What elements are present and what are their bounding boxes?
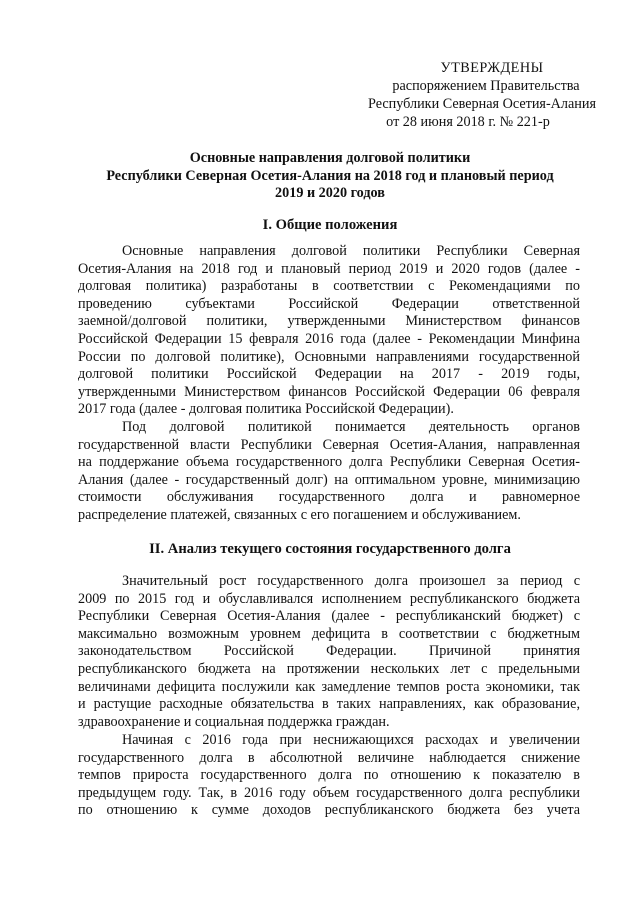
text-line: на поддержание объема государственного долга Республики Северная Осетия-: [78, 454, 580, 471]
text-line: России по долговой политике), Основными направлениями государственной: [78, 348, 580, 365]
text-line: долговой политики Российской Федерации на 2017 - 2019 годы,: [78, 366, 580, 383]
paragraph: [78, 243, 580, 419]
text-line: распределение платежей, связанных с его погашением и обслуживанием.: [78, 506, 521, 523]
text-line: государственного долга в абсолютной величине наблюдается снижение: [78, 749, 580, 766]
approval-line: УТВЕРЖДЕНЫ: [440, 60, 544, 76]
text-line: 2009 по 2015 год и обуславливался исполнением республиканского бюджета: [78, 590, 580, 607]
text-line: заемной/долговой политики, утвержденными Министерством финансов: [78, 313, 580, 330]
text-line: темпов прироста государственного долга по отношению к показателю в: [78, 767, 580, 784]
text-line: по отношению к сумме доходов республиканского бюджета без учета: [78, 802, 580, 819]
section-heading: I. Общие положения: [262, 217, 398, 233]
title-line: Основные направления долговой политики: [189, 150, 471, 166]
approval-line: Республики Северная Осетия-Алания: [367, 96, 596, 112]
text-line: Начиная с 2016 года при неснижающихся расходах и увеличении: [122, 732, 580, 748]
text-line: Основные направления долговой политики Республики Северная: [122, 243, 580, 259]
text-line: долговая политика) разработаны в соответствии с Рекомендациями по: [78, 278, 580, 295]
text-line: Значительный рост государственного долга произошел за период с: [122, 573, 580, 589]
title-line: 2019 и 2020 годов: [275, 185, 385, 201]
text-line: 2017 года (далее - долговая политика Российской Федерации).: [78, 401, 454, 418]
text-line: Российской Федерации 15 февраля 2016 года (далее - Рекомендации Минфина: [78, 330, 580, 347]
text-line: проведению субъектами Российской Федерации ответственной: [78, 295, 580, 312]
approval-line: от 28 июня 2018 г. № 221-р: [386, 114, 550, 130]
text-line: и растущие расходные обязательства в таких направлениях, как образование,: [78, 696, 580, 713]
section-heading: II. Анализ текущего состояния государственного долга: [149, 541, 511, 557]
text-line: Республики Северная Осетия-Алания (далее - республиканский бюджет) с: [78, 608, 580, 625]
text-line: республиканского бюджета на протяжении нескольких лет с предельными: [78, 660, 580, 677]
text-line: величинами дефицита послужили как замедление темпов роста экономики, так: [78, 678, 580, 695]
document-title: [60, 150, 600, 203]
text-line: Под долговой политикой понимается деятельность органов: [122, 419, 580, 435]
text-line: Алания (далее - государственный долг) на оптимальном уровне, минимизацию: [78, 471, 580, 488]
text-line: Осетия-Алания на 2018 год и плановый период 2019 и 2020 годов (далее -: [78, 260, 580, 277]
text-line: здравоохранение и социальная поддержка граждан.: [78, 713, 390, 730]
text-line: законодательством Российской Федерации. Причиной принятия: [78, 643, 580, 660]
text-line: максимально возможным уровнем дефицита в соответствии с бюджетным: [78, 625, 580, 642]
approval-stamp: [318, 59, 618, 131]
text-line: предыдущем году. Так, в 2016 году объем государственного долга республики: [78, 784, 580, 801]
title-line: Республики Северная Осетия-Алания на 2018 год и плановый период: [106, 167, 554, 184]
paragraph: [78, 573, 580, 731]
approval-line: распоряжением Правительства: [392, 78, 580, 94]
paragraph: [78, 419, 580, 525]
paragraph: [78, 732, 580, 820]
text-line: государственной власти Республики Северная Осетия-Алания, направленная: [78, 436, 580, 453]
text-line: стоимости обслуживания государственного долга и равномерное: [78, 489, 580, 506]
text-line: утвержденными Министерством финансов Российской Федерации 06 февраля: [78, 383, 580, 400]
